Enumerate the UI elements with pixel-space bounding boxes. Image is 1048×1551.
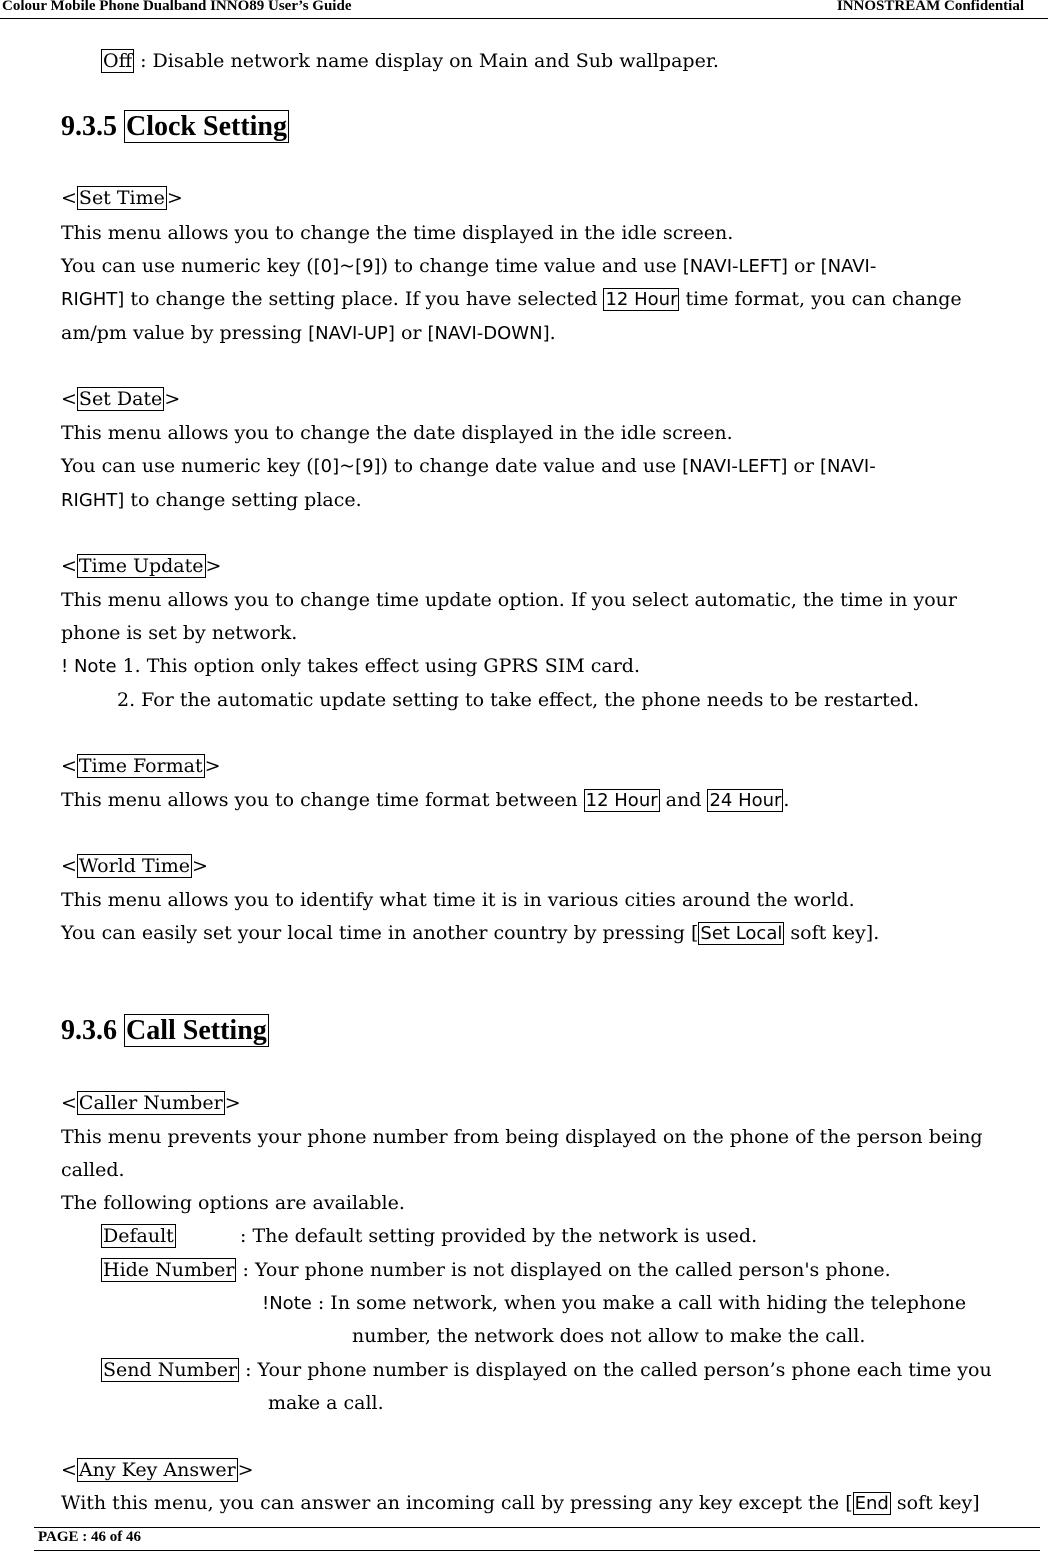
note-line: ! Note 1. This option only takes effect using GPRS SIM card. (61, 655, 640, 677)
time-format-heading: < Time Format > (61, 755, 221, 777)
paragraph-line: You can use numeric key ([0]~[9]) to change time value and use [NAVI-LEFT] or [NAVI- (61, 255, 877, 277)
paragraph-line: This menu allows you to change time format between 12 Hour and 24 Hour . (61, 789, 790, 811)
paragraph-line: RIGHT] to change setting place. (61, 489, 362, 511)
header-title: Colour Mobile Phone Dualband INNO89 User’s Guide (2, 0, 352, 14)
off-line: Off : Disable network name display on Main and Sub wallpaper. (103, 50, 719, 72)
note-line: number, the network does not allow to make the call. (352, 1325, 866, 1347)
paragraph-line: make a call. (268, 1392, 384, 1414)
paragraph-line: With this menu, you can answer an incoming call by pressing any key except the [ End soft key] (61, 1492, 980, 1514)
option-hide-number: Hide Number : Your phone number is not displayed on the called person's phone. (103, 1259, 891, 1281)
note-line: !Note : In some network, when you make a call with hiding the telephone (262, 1292, 967, 1314)
paragraph-line: This menu allows you to identify what time it is in various cities around the world. (61, 889, 855, 911)
option-default: Default (103, 1225, 174, 1247)
paragraph-line: This menu allows you to change the time displayed in the idle screen. (61, 222, 734, 244)
section-9-3-6-heading: 9.3.6 Call Setting (61, 1015, 267, 1046)
note-line: 2. For the automatic update setting to take effect, the phone needs to be restarted. (117, 689, 920, 711)
page-header (0, 0, 1048, 19)
page-number: PAGE : 46 of 46 (38, 1529, 142, 1545)
off-label: Off (103, 50, 133, 72)
time-update-heading: < Time Update > (61, 555, 222, 577)
option-default-text: : The default setting provided by the network is used. (240, 1225, 758, 1247)
set-date-heading: < Set Date > (61, 388, 181, 410)
section-title: Clock Setting (126, 111, 287, 142)
paragraph-line: called. (61, 1159, 125, 1181)
world-time-heading: < World Time > (61, 855, 208, 877)
caller-number-heading: < Caller Number > (61, 1092, 241, 1114)
header-confidential: INNOSTREAM Confidential (836, 0, 1024, 14)
paragraph-line: RIGHT] to change the setting place. If you have selected 12 Hour time format, you can change (61, 288, 962, 310)
page-footer (34, 1527, 1040, 1551)
option-send-number: Send Number : Your phone number is displayed on the called person’s phone each time you (103, 1359, 992, 1381)
paragraph-line: The following options are available. (61, 1192, 405, 1214)
paragraph-line: This menu allows you to change time update option. If you select automatic, the time in your (61, 589, 957, 611)
any-key-answer-heading: < Any Key Answer > (61, 1459, 254, 1481)
paragraph-line: You can use numeric key ([0]~[9]) to change date value and use [NAVI-LEFT] or [NAVI- (61, 455, 876, 477)
paragraph-line: You can easily set your local time in another country by pressing [ Set Local soft key]. (61, 922, 880, 944)
section-title: Call Setting (126, 1015, 267, 1046)
paragraph-line: am/pm value by pressing [NAVI-UP] or [NAVI-DOWN]. (61, 322, 556, 344)
paragraph-line: This menu allows you to change the date displayed in the idle screen. (61, 422, 733, 444)
set-time-heading: < Set Time > (61, 187, 183, 209)
section-9-3-5-heading: 9.3.5 Clock Setting (61, 111, 287, 142)
paragraph-line: phone is set by network. (61, 622, 298, 644)
paragraph-line: This menu prevents your phone number from being displayed on the phone of the person being (61, 1126, 983, 1148)
